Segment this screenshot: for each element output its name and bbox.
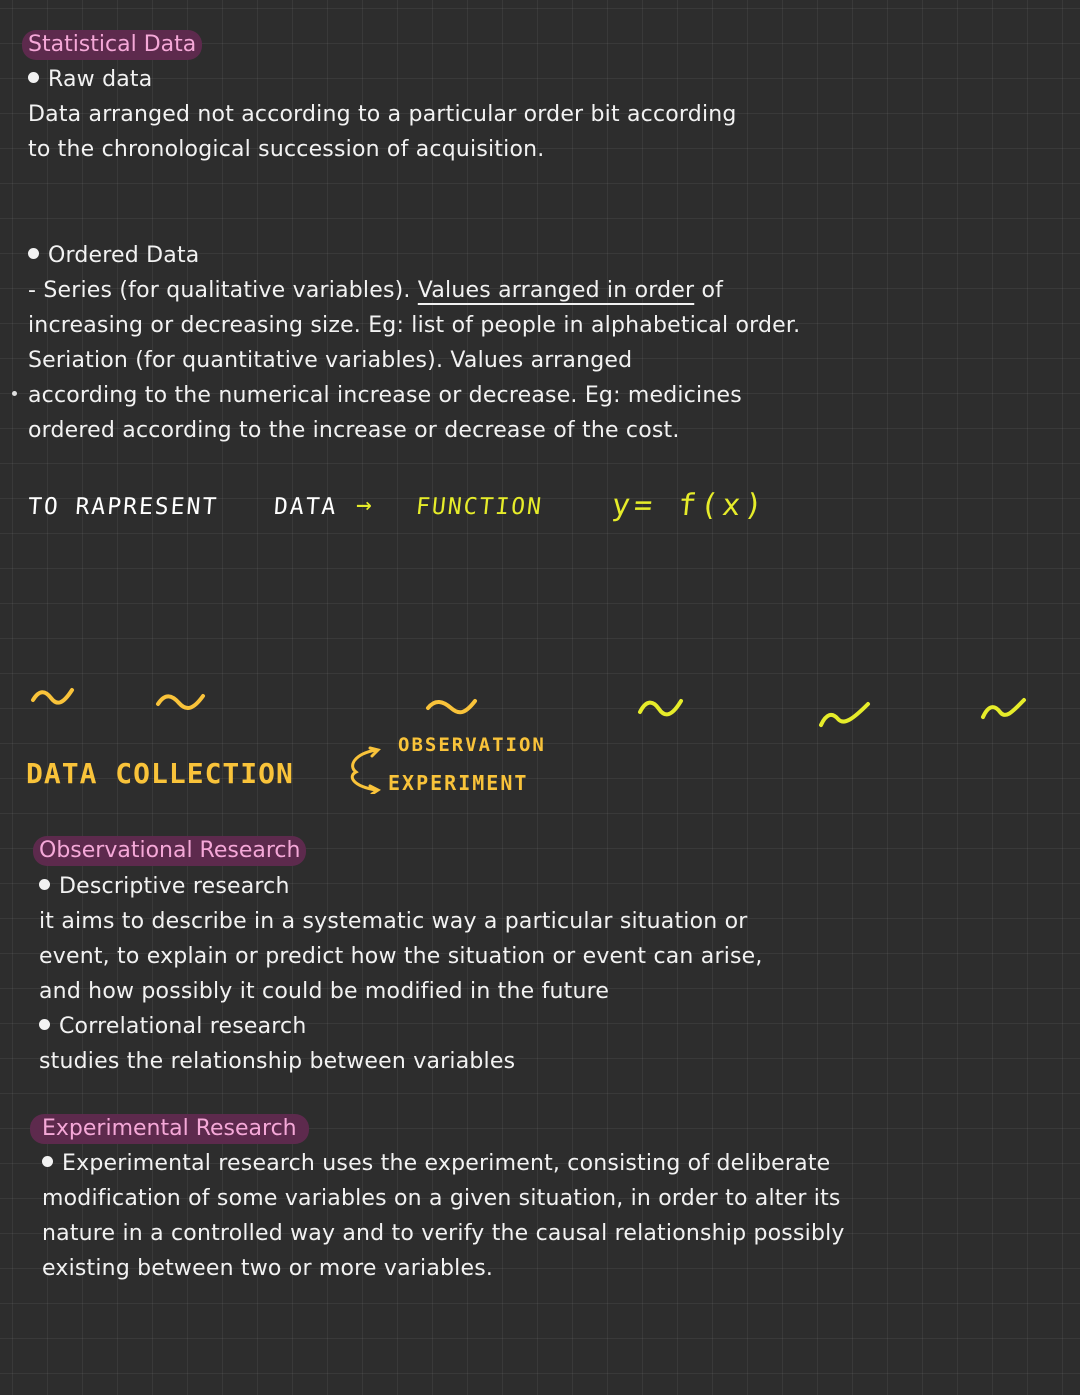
- bullet-dot: [28, 72, 39, 83]
- tilde-doodle-icon: [637, 696, 685, 720]
- bullet-raw-data: [28, 62, 152, 97]
- experimental-text-line: [42, 1146, 830, 1181]
- bullet-label: Experimental research uses the experiment, consisting of deliberate: [62, 1151, 831, 1176]
- experimental-text-line: nature in a controlled way and to verify the causal relationship possibly: [42, 1221, 845, 1246]
- raw-data-text-line: to the chronological succession of acquisition.: [28, 137, 545, 162]
- experimental-text-line: modification of some variables on a given situation, in order to alter its: [42, 1186, 841, 1211]
- bullet-label: Raw data: [48, 67, 153, 92]
- ordered-text-line: increasing or decreasing size. Eg: list of people in alphabetical order.: [28, 313, 801, 338]
- bullet-correlational-research: [39, 1009, 306, 1044]
- ordered-text-line: Seriation (for quantitative variables). Values arranged: [28, 348, 633, 373]
- descriptive-text-line: and how possibly it could be modified in the future: [39, 979, 610, 1004]
- handwritten-experiment: EXPERIMENT: [388, 771, 529, 795]
- section-heading-experimental-research: Experimental Research: [30, 1114, 309, 1144]
- bullet-label: Ordered Data: [48, 243, 200, 268]
- series-text-line: [28, 273, 723, 308]
- handwritten-data: DATA: [273, 494, 339, 520]
- tilde-doodle-icon: [818, 700, 872, 730]
- bullet-label: Correlational research: [59, 1014, 307, 1039]
- ordered-text-line: ordered according to the increase or decrease of the cost.: [28, 418, 680, 443]
- handwritten-formula: y= f(x): [610, 488, 769, 523]
- brace-arrows-icon: [340, 746, 388, 794]
- bullet-descriptive-research: [39, 869, 290, 904]
- experimental-text-line: existing between two or more variables.: [42, 1256, 494, 1281]
- tilde-doodle-icon: [30, 684, 76, 708]
- handwritten-data-collection: DATA COLLECTION: [26, 757, 294, 790]
- tilde-doodle-icon: [980, 696, 1028, 722]
- correlational-text-line: studies the relationship between variables: [39, 1049, 516, 1074]
- bullet-ordered-data: [28, 238, 199, 273]
- raw-data-text-line: Data arranged not according to a particular order bit according: [28, 102, 737, 127]
- tilde-doodle-icon: [155, 690, 207, 714]
- handwritten-function: FUNCTION: [414, 494, 545, 520]
- bullet-dot: [28, 248, 39, 259]
- descriptive-text-line: it aims to describe in a systematic way a particular situation or: [39, 909, 748, 934]
- bullet-dot: [39, 1019, 50, 1030]
- stray-dot-mark: [12, 391, 17, 396]
- series-suffix: of: [694, 278, 724, 303]
- section-heading-statistical-data: Statistical Data: [22, 30, 202, 60]
- series-underlined-phrase: Values arranged in order: [417, 278, 695, 303]
- bullet-dot: [42, 1156, 53, 1167]
- series-prefix: - Series (for qualitative variables).: [28, 278, 418, 303]
- arrow-icon: →: [356, 490, 372, 520]
- section-heading-observational-research: Observational Research: [33, 836, 306, 866]
- tilde-doodle-icon: [425, 696, 479, 718]
- descriptive-text-line: event, to explain or predict how the situation or event can arise,: [39, 944, 763, 969]
- handwritten-to-represent: TO RAPRESENT: [27, 494, 220, 520]
- bullet-label: Descriptive research: [59, 874, 290, 899]
- bullet-dot: [39, 879, 50, 890]
- ordered-text-line: according to the numerical increase or decrease. Eg: medicines: [28, 383, 742, 408]
- handwritten-observation: OBSERVATION: [398, 734, 546, 756]
